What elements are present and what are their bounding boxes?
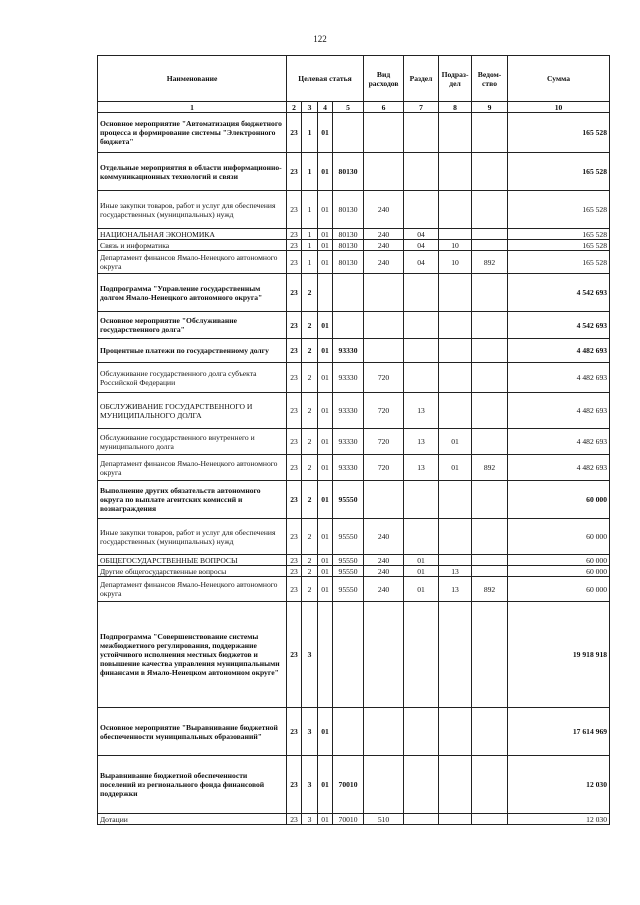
row-vid: 240 [364,240,404,251]
row-program: 23 [287,274,302,312]
row-program: 23 [287,566,302,577]
row-razdel: 04 [404,251,439,274]
row-podrazdel [439,555,472,566]
table-row [98,191,610,229]
row-summa: 165 528 [508,229,610,240]
row-podrazdel [439,339,472,363]
row-summa: 4 482 693 [508,429,610,455]
row-name: НАЦИОНАЛЬНАЯ ЭКОНОМИКА [98,229,287,240]
row-name: Отдельные мероприятия в области информационно-коммуникационных технологий и связи [98,153,287,191]
index-cell: 10 [508,102,610,113]
row-subprogram: 3 [302,756,318,814]
row-podrazdel [439,113,472,153]
row-name: Департамент финансов Ямало-Ненецкого автономного округа [98,577,287,602]
row-name: Обслуживание государственного внутреннего и муниципального долга [98,429,287,455]
row-vedomstvo [472,708,508,756]
row-razdel [404,519,439,555]
index-cell: 1 [98,102,287,113]
row-vedomstvo: 892 [472,577,508,602]
table-row [98,274,610,312]
table-row [98,814,610,825]
row-event: 01 [318,429,333,455]
table-row [98,566,610,577]
row-vid [364,113,404,153]
row-direction [333,274,364,312]
row-event: 01 [318,113,333,153]
row-subprogram: 2 [302,274,318,312]
row-podrazdel [439,363,472,393]
row-direction: 93330 [333,429,364,455]
row-direction: 95550 [333,566,364,577]
row-name: Подпрограмма "Совершенствование системы межбюджетного регулирования, поддержание устойчивого исполнения местных бюджетов и повышение качества управления муниципальными финансами в Ямало-Ненецком автономном округе" [98,602,287,708]
row-vedomstvo [472,153,508,191]
row-event: 01 [318,566,333,577]
row-event: 01 [318,481,333,519]
row-summa: 17 614 969 [508,708,610,756]
table-row [98,393,610,429]
row-vid: 720 [364,455,404,481]
row-podrazdel [439,602,472,708]
row-name: Другие общегосударственные вопросы [98,566,287,577]
row-name: Основное мероприятие "Автоматизация бюджетного процесса и формирование системы "Электронного бюджета" [98,113,287,153]
row-razdel [404,363,439,393]
row-vid [364,153,404,191]
row-vedomstvo [472,429,508,455]
row-subprogram: 3 [302,814,318,825]
index-row [98,102,610,113]
row-direction: 80130 [333,229,364,240]
table-row [98,363,610,393]
row-program: 23 [287,429,302,455]
row-direction [333,708,364,756]
row-razdel [404,708,439,756]
row-summa: 60 000 [508,481,610,519]
row-podrazdel [439,756,472,814]
index-cell: 9 [472,102,508,113]
row-razdel: 13 [404,429,439,455]
row-podrazdel: 13 [439,566,472,577]
row-program: 23 [287,555,302,566]
row-name: Подпрограмма "Управление государственным долгом Ямало-Ненецкого автономного округа" [98,274,287,312]
row-vid [364,274,404,312]
row-subprogram: 2 [302,363,318,393]
row-name: Иные закупки товаров, работ и услуг для обеспечения государственных (муниципальных) нужд [98,191,287,229]
table-row [98,429,610,455]
row-direction: 93330 [333,363,364,393]
row-podrazdel [439,191,472,229]
row-name: ОБСЛУЖИВАНИЕ ГОСУДАРСТВЕННОГО И МУНИЦИПАЛЬНОГО ДОЛГА [98,393,287,429]
row-program: 23 [287,251,302,274]
row-vedomstvo [472,312,508,339]
row-vedomstvo [472,756,508,814]
row-summa: 12 030 [508,756,610,814]
row-vid: 240 [364,191,404,229]
row-subprogram: 3 [302,708,318,756]
row-subprogram: 1 [302,191,318,229]
row-razdel [404,153,439,191]
row-vedomstvo: 892 [472,455,508,481]
row-vid: 240 [364,519,404,555]
row-subprogram: 1 [302,113,318,153]
row-name: ОБЩЕГОСУДАРСТВЕННЫЕ ВОПРОСЫ [98,555,287,566]
table-row [98,240,610,251]
row-subprogram: 1 [302,153,318,191]
row-direction: 80130 [333,153,364,191]
row-vedomstvo [472,566,508,577]
row-event: 01 [318,756,333,814]
row-vid [364,339,404,363]
row-podrazdel: 10 [439,240,472,251]
row-vedomstvo [472,229,508,240]
row-subprogram: 2 [302,393,318,429]
row-vedomstvo [472,191,508,229]
table-row [98,153,610,191]
row-vid [364,481,404,519]
row-direction [333,602,364,708]
row-subprogram: 1 [302,240,318,251]
row-summa: 60 000 [508,555,610,566]
row-subprogram: 2 [302,519,318,555]
row-event: 01 [318,577,333,602]
row-razdel: 01 [404,577,439,602]
row-vedomstvo [472,240,508,251]
row-direction: 95550 [333,577,364,602]
row-vedomstvo [472,602,508,708]
row-name: Выполнение других обязательств автономного округа по выплате агентских комиссий и вознаграждения [98,481,287,519]
row-summa: 12 030 [508,814,610,825]
row-razdel: 04 [404,240,439,251]
header-name: Наименование [98,56,287,102]
row-vid [364,708,404,756]
row-summa: 165 528 [508,153,610,191]
table-row [98,455,610,481]
row-program: 23 [287,339,302,363]
row-name: Иные закупки товаров, работ и услуг для обеспечения государственных (муниципальных) нужд [98,519,287,555]
row-program: 23 [287,481,302,519]
row-subprogram: 2 [302,429,318,455]
page-number: 122 [313,34,327,44]
row-subprogram: 2 [302,455,318,481]
row-vid [364,756,404,814]
row-event: 01 [318,455,333,481]
row-vedomstvo [472,393,508,429]
table-row [98,555,610,566]
row-event: 01 [318,393,333,429]
row-event: 01 [318,229,333,240]
row-name: Связь и информатика [98,240,287,251]
row-vid: 240 [364,566,404,577]
row-podrazdel [439,708,472,756]
index-cell: 7 [404,102,439,113]
row-direction: 93330 [333,339,364,363]
row-subprogram: 2 [302,566,318,577]
row-summa: 4 542 693 [508,274,610,312]
row-subprogram: 1 [302,251,318,274]
row-razdel: 13 [404,393,439,429]
row-direction: 80130 [333,251,364,274]
row-podrazdel [439,481,472,519]
row-podrazdel: 01 [439,455,472,481]
row-summa: 60 000 [508,566,610,577]
row-program: 23 [287,814,302,825]
row-subprogram: 2 [302,555,318,566]
row-event: 01 [318,240,333,251]
row-event: 01 [318,708,333,756]
row-razdel: 01 [404,555,439,566]
row-summa: 4 542 693 [508,312,610,339]
row-summa: 165 528 [508,240,610,251]
row-summa: 165 528 [508,251,610,274]
row-vedomstvo [472,363,508,393]
row-vid: 240 [364,555,404,566]
row-podrazdel [439,312,472,339]
row-event: 01 [318,191,333,229]
row-program: 23 [287,153,302,191]
row-vid: 240 [364,229,404,240]
index-cell: 5 [333,102,364,113]
row-vedomstvo [472,274,508,312]
row-program: 23 [287,229,302,240]
row-podrazdel [439,519,472,555]
row-subprogram: 2 [302,481,318,519]
row-razdel [404,814,439,825]
row-event: 01 [318,251,333,274]
row-direction: 80130 [333,191,364,229]
row-razdel: 01 [404,566,439,577]
row-vedomstvo [472,339,508,363]
row-subprogram: 2 [302,577,318,602]
row-event: 01 [318,312,333,339]
row-event: 01 [318,555,333,566]
row-program: 23 [287,393,302,429]
row-program: 23 [287,312,302,339]
header-vedomstvo: Ведом-ство [472,56,508,102]
row-vedomstvo: 892 [472,251,508,274]
index-cell: 2 [287,102,302,113]
row-subprogram: 2 [302,312,318,339]
table-row [98,708,610,756]
row-razdel [404,113,439,153]
row-summa: 60 000 [508,519,610,555]
header-target: Целевая статья [287,56,364,102]
row-event [318,602,333,708]
row-razdel [404,602,439,708]
row-program: 23 [287,519,302,555]
row-name: Выравнивание бюджетной обеспеченности поселений из регионального фонда финансовой поддержки [98,756,287,814]
row-summa: 4 482 693 [508,363,610,393]
row-program: 23 [287,113,302,153]
row-event: 01 [318,363,333,393]
row-direction: 80130 [333,240,364,251]
index-cell: 4 [318,102,333,113]
row-vedomstvo [472,113,508,153]
row-event: 01 [318,339,333,363]
table-row [98,481,610,519]
row-program: 23 [287,191,302,229]
row-direction [333,113,364,153]
row-summa: 19 918 918 [508,602,610,708]
row-event: 01 [318,519,333,555]
row-direction: 70010 [333,814,364,825]
header-row [98,56,610,102]
index-cell: 6 [364,102,404,113]
row-podrazdel [439,153,472,191]
row-direction: 95550 [333,555,364,566]
row-vid: 240 [364,577,404,602]
row-summa: 60 000 [508,577,610,602]
index-cell: 3 [302,102,318,113]
row-vedomstvo [472,555,508,566]
header-razdel: Раздел [404,56,439,102]
row-program: 23 [287,455,302,481]
row-vid: 720 [364,363,404,393]
row-summa: 165 528 [508,113,610,153]
row-name: Департамент финансов Ямало-Ненецкого автономного округа [98,251,287,274]
table-row [98,312,610,339]
table-row [98,251,610,274]
row-vedomstvo [472,519,508,555]
budget-table [97,55,610,825]
row-direction: 70010 [333,756,364,814]
row-podrazdel [439,814,472,825]
row-vid: 510 [364,814,404,825]
row-name: Дотации [98,814,287,825]
header-summa: Сумма [508,56,610,102]
row-vid: 720 [364,393,404,429]
row-vid [364,602,404,708]
row-direction [333,312,364,339]
row-vedomstvo [472,814,508,825]
table-row [98,602,610,708]
row-vid [364,312,404,339]
row-subprogram: 2 [302,339,318,363]
table-row [98,519,610,555]
header-podrazdel: Подраз-дел [439,56,472,102]
table-row [98,229,610,240]
row-podrazdel: 13 [439,577,472,602]
row-summa: 4 482 693 [508,455,610,481]
row-name: Процентные платежи по государственному долгу [98,339,287,363]
row-program: 23 [287,708,302,756]
index-cell: 8 [439,102,472,113]
table-row [98,339,610,363]
row-event [318,274,333,312]
header-vid: Вид расходов [364,56,404,102]
row-podrazdel: 10 [439,251,472,274]
row-direction: 95550 [333,481,364,519]
row-razdel [404,481,439,519]
row-podrazdel [439,393,472,429]
row-name: Департамент финансов Ямало-Ненецкого автономного округа [98,455,287,481]
row-program: 23 [287,756,302,814]
row-vedomstvo [472,481,508,519]
row-subprogram: 1 [302,229,318,240]
row-vid: 240 [364,251,404,274]
row-name: Основное мероприятие "Обслуживание государственного долга" [98,312,287,339]
row-summa: 4 482 693 [508,393,610,429]
row-direction: 95550 [333,519,364,555]
row-event: 01 [318,814,333,825]
row-razdel: 13 [404,455,439,481]
row-name: Обслуживание государственного долга субъекта Российской Федерации [98,363,287,393]
table-row [98,756,610,814]
row-program: 23 [287,577,302,602]
row-razdel [404,339,439,363]
row-summa: 4 482 693 [508,339,610,363]
row-razdel [404,312,439,339]
row-razdel [404,191,439,229]
row-name: Основное мероприятие "Выравнивание бюджетной обеспеченности муниципальных образований" [98,708,287,756]
row-podrazdel [439,229,472,240]
row-event: 01 [318,153,333,191]
table-row [98,577,610,602]
row-program: 23 [287,363,302,393]
row-razdel [404,756,439,814]
row-vid: 720 [364,429,404,455]
row-program: 23 [287,602,302,708]
table-row [98,113,610,153]
row-direction: 93330 [333,455,364,481]
row-podrazdel: 01 [439,429,472,455]
row-razdel: 04 [404,229,439,240]
row-razdel [404,274,439,312]
row-podrazdel [439,274,472,312]
row-subprogram: 3 [302,602,318,708]
row-direction: 93330 [333,393,364,429]
row-summa: 165 528 [508,191,610,229]
row-program: 23 [287,240,302,251]
